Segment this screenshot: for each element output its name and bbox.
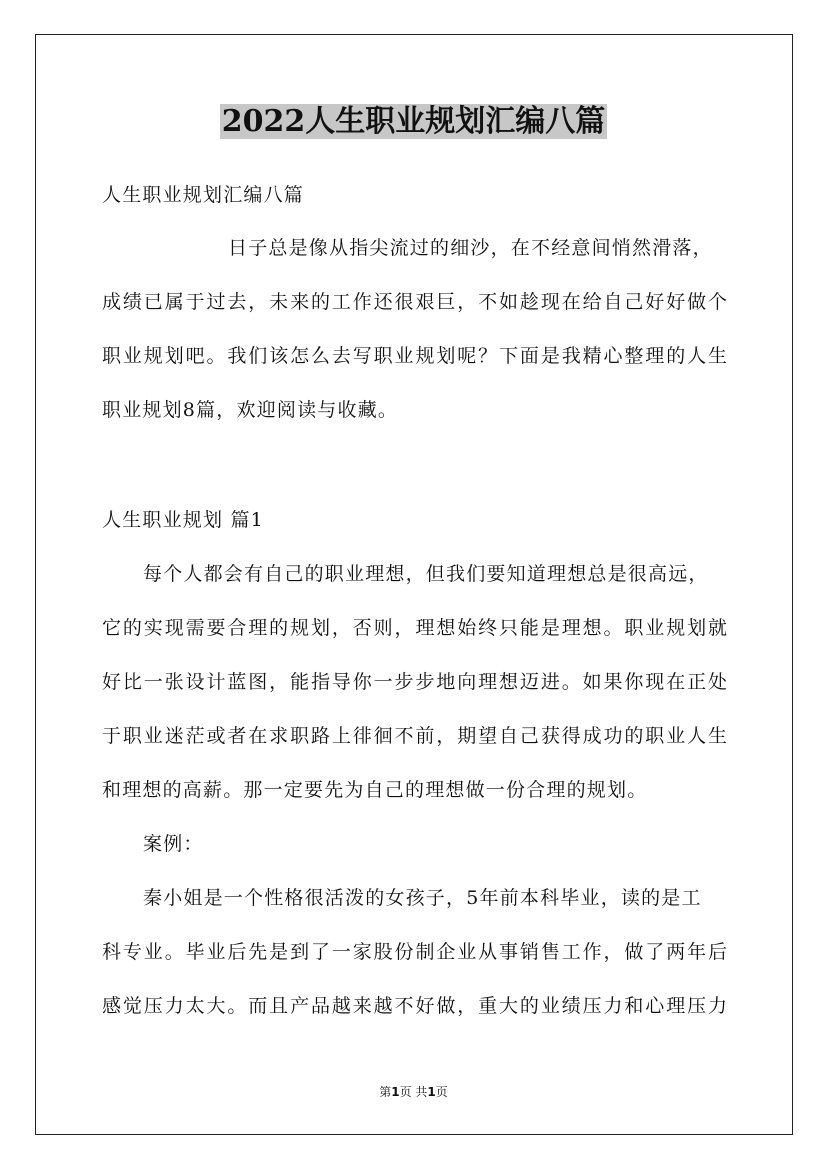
page-footer — [0, 1083, 827, 1101]
intro-line-4: 职业规划8篇，欢迎阅读与收藏。 — [102, 399, 399, 421]
para1-line-3: 好比一张设计蓝图，能指导你一步步地向理想迈进。如果你现在正处 — [102, 671, 727, 693]
para1-line-5: 和理想的高薪。那一定要先为自己的理想做一份合理的规划。 — [102, 779, 648, 801]
section-heading: 人生职业规划 篇1 — [102, 509, 264, 531]
para1-line-1: 每个人都会有自己的职业理想，但我们要知道理想总是很高远， — [143, 563, 709, 585]
case-label: 案例： — [143, 833, 204, 855]
intro-line-1: 日子总是像从指尖流过的细沙，在不经意间悄然滑落， — [228, 237, 713, 259]
footer-prefix: 第 — [379, 1085, 392, 1099]
footer-current-page: 1 — [391, 1085, 400, 1099]
footer-mid: 页 共 — [399, 1085, 428, 1099]
footer-suffix: 页 — [435, 1085, 448, 1099]
para2-line-2: 科专业。毕业后先是到了一家股份制企业从事销售工作，做了两年后 — [102, 941, 727, 963]
document-title-text: 2022人生职业规划汇编八篇 — [221, 104, 606, 139]
intro-line-2: 成绩已属于过去，未来的工作还很艰巨，不如趁现在给自己好好做个 — [102, 291, 727, 313]
document-subtitle: 人生职业规划汇编八篇 — [102, 184, 305, 206]
para1-line-2: 它的实现需要合理的规划，否则，理想始终只能是理想。职业规划就 — [102, 617, 727, 639]
footer-total-pages: 1 — [427, 1085, 436, 1099]
para2-line-3: 感觉压力太大。而且产品越来越不好做，重大的业绩压力和心理压力 — [102, 995, 727, 1017]
para1-line-4: 于职业迷茫或者在求职路上徘徊不前，期望自己获得成功的职业人生 — [102, 725, 727, 747]
intro-line-3: 职业规划吧。我们该怎么去写职业规划呢？下面是我精心整理的人生 — [102, 345, 727, 367]
para2-line-1: 秦小姐是一个性格很活泼的女孩子，5年前本科毕业，读的是工 — [143, 887, 702, 909]
document-title — [0, 100, 827, 144]
